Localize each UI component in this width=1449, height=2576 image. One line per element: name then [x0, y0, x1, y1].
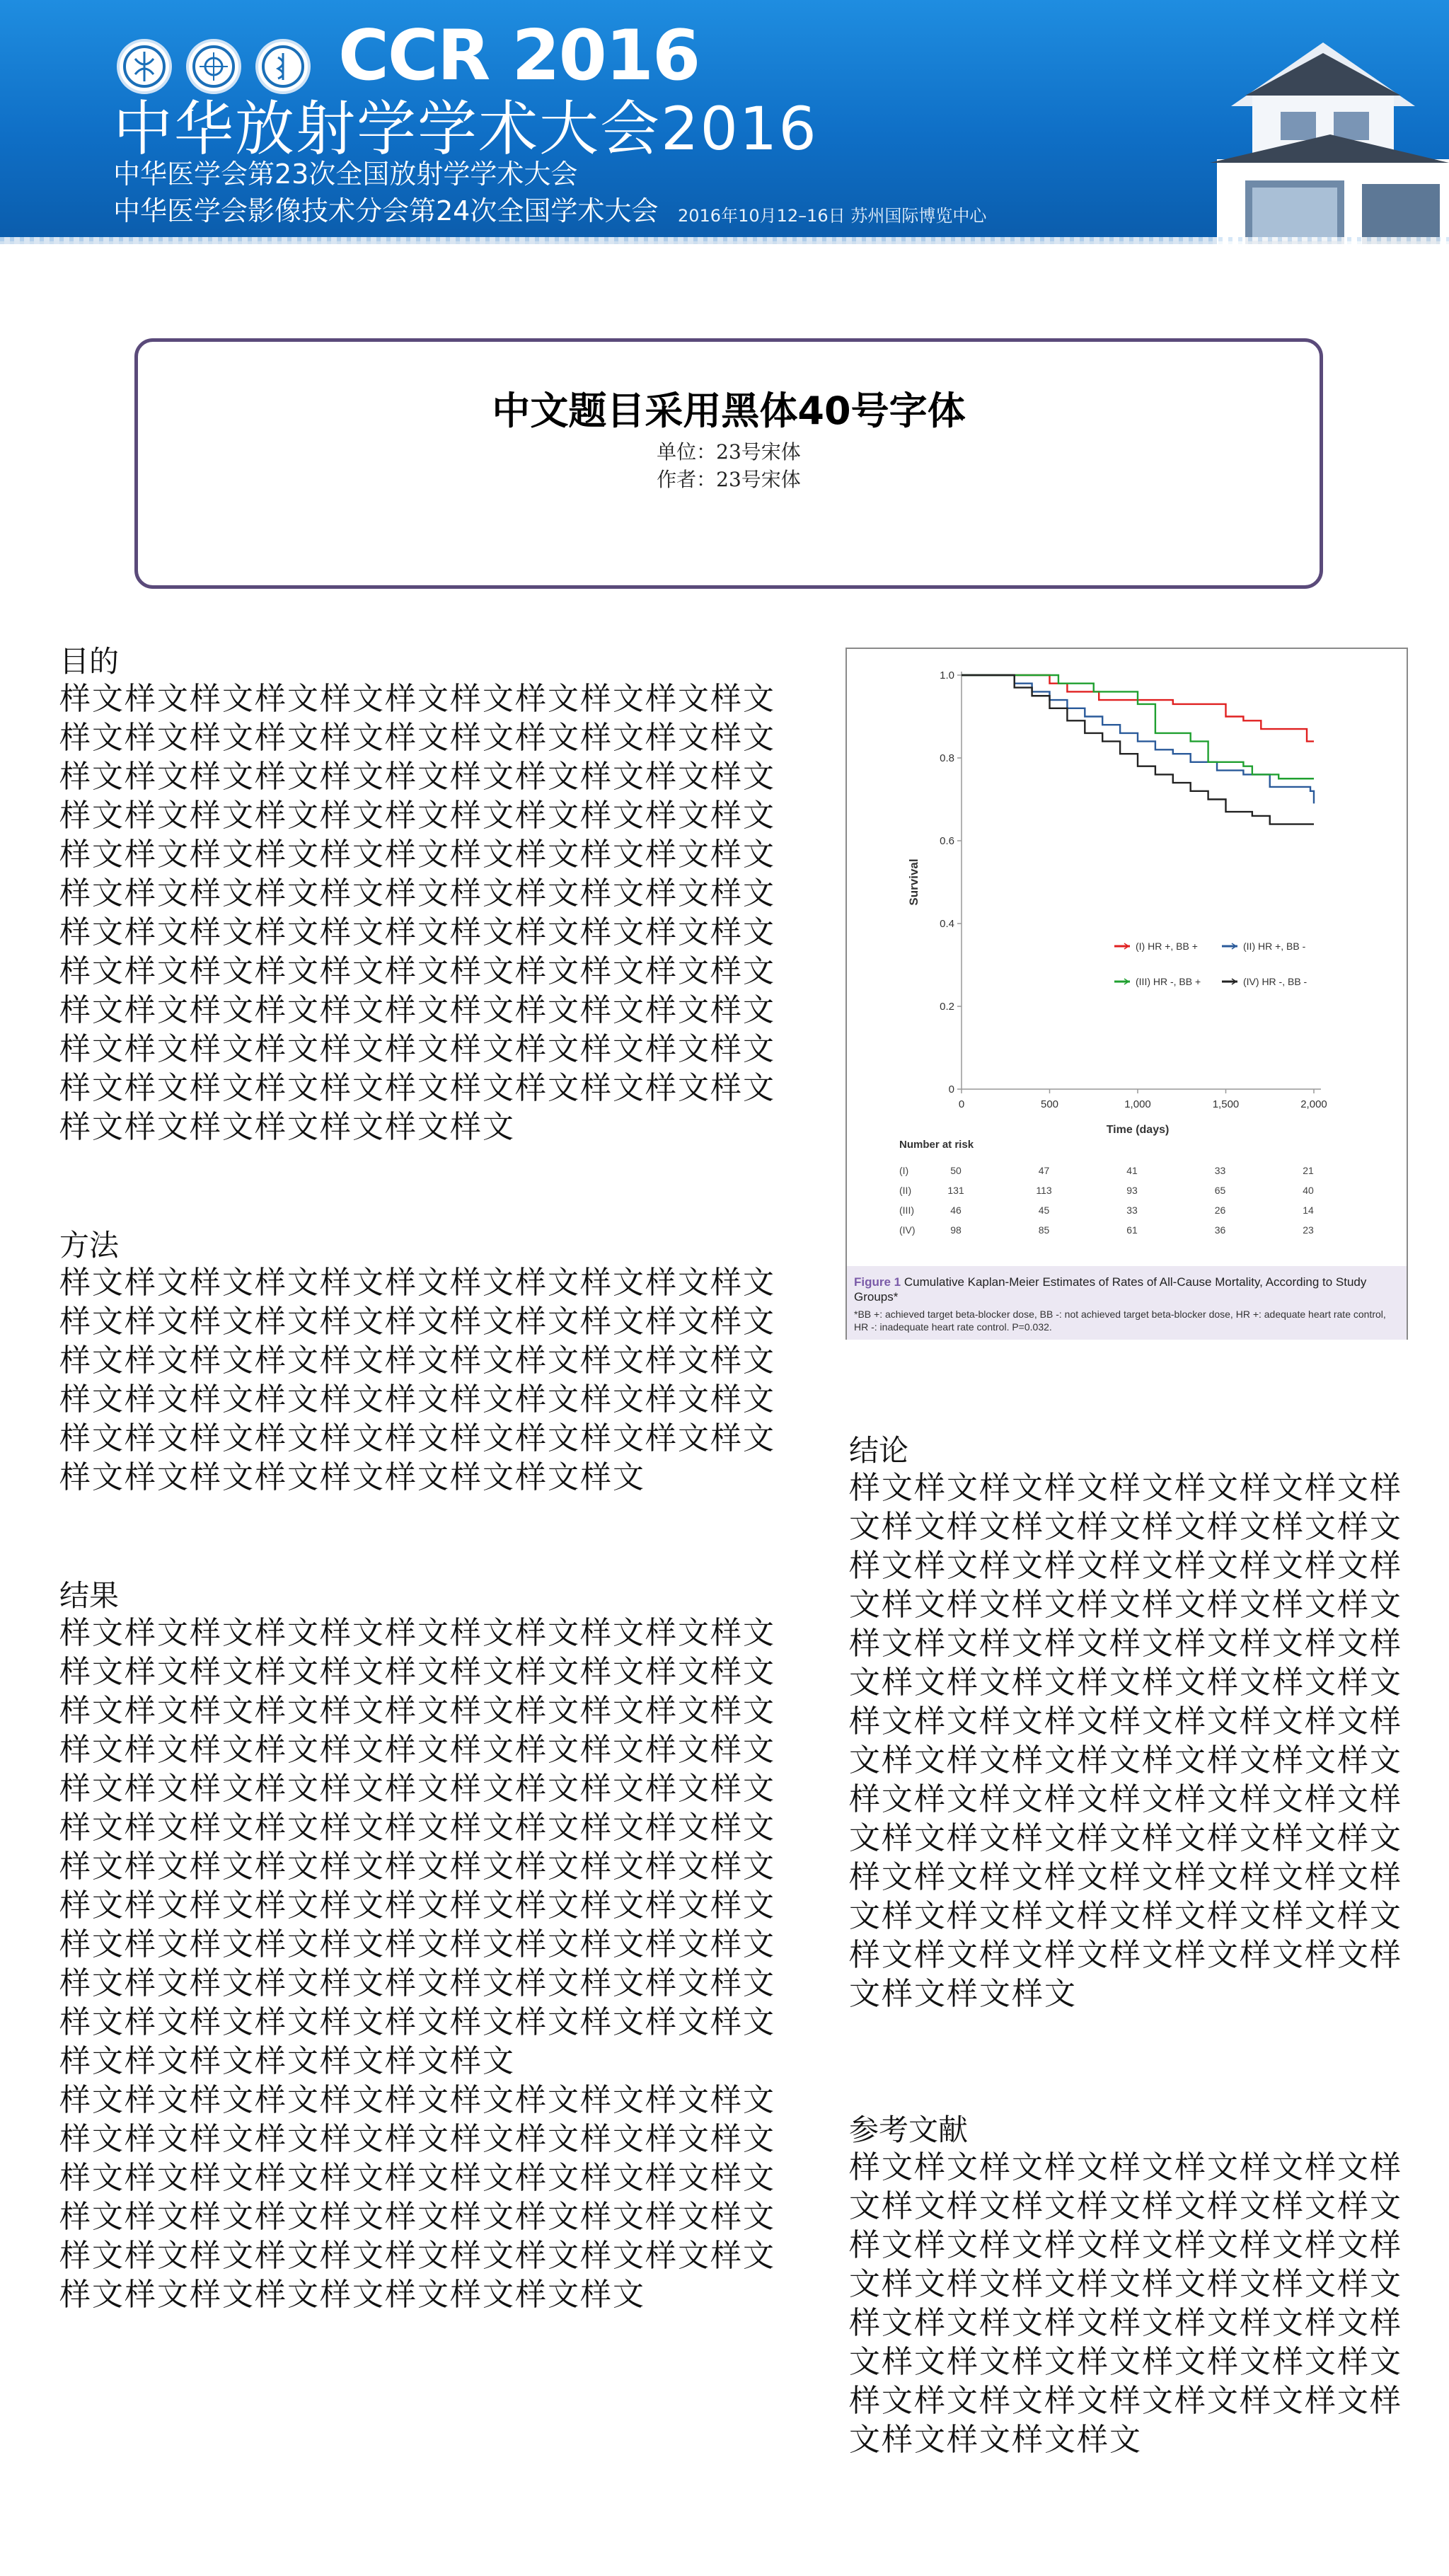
x-tick-label: 2,000 [1300, 1098, 1327, 1110]
legend-label-3: (III) HR -, BB + [1136, 976, 1201, 987]
risk-table-cell: 36 [1214, 1224, 1226, 1236]
y-tick-label: 0.6 [940, 835, 954, 847]
risk-table-group: (III) [899, 1204, 914, 1216]
figure-caption-note: *BB +: achieved target beta-blocker dose, BB -: not achieved target beta-blocker dose, HR +: adequate heart rate control, HR -: inadequate heart rate control. P=0.032. [854, 1308, 1386, 1333]
risk-table-group: (IV) [899, 1224, 916, 1236]
y-axis-label: Survival [907, 858, 920, 906]
conference-title: 中华放射学学术大会2016 [113, 94, 818, 163]
building-illustration-icon [1203, 28, 1449, 244]
risk-table-cell: 26 [1214, 1204, 1226, 1216]
society-logo-icon [117, 39, 172, 94]
legend-label-4: (IV) HR -, BB - [1243, 976, 1307, 987]
section-body-purpose: 样文样文样文样文样文样文样文样文样文样文样文样文样文样文样文样文样文样文样文样文样文样文样文样文样文样文样文样文样文样文样文样文样文样文样文样文样文样文样文样文样文样文样文样文样文样文样文样文样文样文样文样文样文样文样文样文样文样文样文样文样文样文样文样文样文样文样文样文样文样文样文样文样文样文样文样文样文样文样文样文样文样文样文样文样文样文样文样文样文样文样文样文样文样文样文样文样文样文样文样文样文样文样文样文样文样文样文样文样文样文样文样文样文样文样文样文样文样文样文样文样文样文样文样文样文样文样文样文 [59, 681, 775, 1146]
risk-table-group: (I) [899, 1165, 909, 1176]
risk-table-cell: 33 [1214, 1165, 1226, 1176]
section-heading-method: 方法 [59, 1228, 120, 1263]
legend-label-2: (II) HR +, BB - [1243, 941, 1306, 952]
x-axis-label: Time (days) [1106, 1124, 1170, 1136]
risk-table-cell: 21 [1303, 1165, 1314, 1176]
risk-table-cell: 45 [1038, 1204, 1050, 1216]
y-tick-label: 0.4 [940, 918, 954, 930]
author-line: 作者：23号宋体 [657, 468, 801, 491]
section-purpose [59, 644, 795, 1146]
risk-table-title: Number at risk [899, 1139, 974, 1151]
section-heading-purpose: 目的 [59, 644, 120, 679]
risk-table-cell: 61 [1126, 1224, 1138, 1236]
section-body-result: 样文样文样文样文样文样文样文样文样文样文样文样文样文样文样文样文样文样文样文样文样文样文样文样文样文样文样文样文样文样文样文样文样文样文样文样文样文样文样文样文样文样文样文样文样文样文样文样文样文样文样文样文样文样文样文样文样文样文样文样文样文样文样文样文样文样文样文样文样文样文样文样文样文样文样文样文样文样文样文样文样文样文样文样文样文样文样文样文样文样文样文样文样文样文样文样文样文样文样文样文样文样文样文样文样文样文样文样文样文样文样文样文样文样文样文样文样文样文样文样文样文样文样文样文样文样文样文样文 [59, 1615, 775, 2080]
conference-date-venue: 2016年10月12–16日 苏州国际博览中心 [678, 206, 987, 226]
risk-table-cell: 98 [950, 1224, 962, 1236]
y-tick-label: 0.2 [940, 1001, 954, 1013]
risk-table-cell: 131 [947, 1185, 964, 1196]
radiology-logo-icon [186, 39, 241, 94]
section-heading-references: 参考文献 [849, 2112, 969, 2147]
conference-subtitle-1: 中华医学会第23次全国放射学学术大会 [113, 159, 578, 190]
section-body-references: 样文样文样文样文样文样文样文样文样文样文样文样文样文样文样文样文样文样文样文样文样文样文样文样文样文样文样文样文样文样文样文样文样文样文样文样文样文样文样文样文样文样文样文样文样文样文样文样文样文样文样文样文样文样文样文样文样文样文样文样文样文样文样文样文 [849, 2149, 1402, 2459]
risk-table-cell: 23 [1303, 1224, 1314, 1236]
section-method [59, 1228, 795, 1497]
section-body-method: 样文样文样文样文样文样文样文样文样文样文样文样文样文样文样文样文样文样文样文样文样文样文样文样文样文样文样文样文样文样文样文样文样文样文样文样文样文样文样文样文样文样文样文样文样文样文样文样文样文样文样文样文样文样文样文样文样文样文样文样文样文样文样文样文 [59, 1265, 775, 1496]
risk-table-cell: 14 [1303, 1204, 1314, 1216]
risk-table-cell: 41 [1126, 1165, 1138, 1176]
risk-table-group: (II) [899, 1185, 912, 1196]
risk-table-cell: 65 [1214, 1185, 1226, 1196]
poster-title: 中文题目采用黑体40号字体 [492, 389, 966, 433]
risk-table-cell: 113 [1036, 1185, 1052, 1196]
ccr-title: CCR 2016 [338, 16, 700, 96]
section-body-result-2: 样文样文样文样文样文样文样文样文样文样文样文样文样文样文样文样文样文样文样文样文样文样文样文样文样文样文样文样文样文样文样文样文样文样文样文样文样文样文样文样文样文样文样文样文样文样文样文样文样文样文样文样文样文样文样文样文样文样文样文样文样文样文样文样文 [59, 2082, 775, 2313]
x-tick-label: 500 [1040, 1098, 1059, 1110]
section-body-conclusion: 样文样文样文样文样文样文样文样文样文样文样文样文样文样文样文样文样文样文样文样文样文样文样文样文样文样文样文样文样文样文样文样文样文样文样文样文样文样文样文样文样文样文样文样文样文样文样文样文样文样文样文样文样文样文样文样文样文样文样文样文样文样文样文样文样文样文样文样文样文样文样文样文样文样文样文样文样文样文样文样文样文样文样文样文样文样文样文样文样文样文样文样文样文样文样文样文样文样文样文样文样文样文样文样文样文样文样文样文样文样文样文样文样文样文 [849, 1470, 1402, 2013]
figure-kaplan-meier [845, 648, 1408, 1340]
y-tick-label: 1.0 [940, 669, 954, 682]
section-conclusion [849, 1433, 1415, 2013]
risk-table-cell: 40 [1303, 1185, 1314, 1196]
section-heading-conclusion: 结论 [849, 1433, 909, 1468]
risk-table-cell: 85 [1038, 1224, 1050, 1236]
figure-caption [847, 1266, 1407, 1340]
kaplan-meier-chart [847, 649, 1407, 1266]
imaging-tech-logo-icon [255, 39, 311, 94]
x-tick-label: 1,500 [1212, 1098, 1240, 1110]
risk-table-cell: 33 [1126, 1204, 1138, 1216]
figure-caption-text: Cumulative Kaplan-Meier Estimates of Rates of All-Cause Mortality, According to Study Groups* [854, 1275, 1367, 1304]
section-heading-result: 结果 [59, 1578, 120, 1613]
x-tick-label: 0 [958, 1098, 965, 1110]
header-banner [0, 0, 1449, 244]
figure-label: Figure 1 [854, 1275, 901, 1289]
section-result [59, 1578, 795, 2314]
legend-label-1: (I) HR +, BB + [1136, 941, 1198, 952]
risk-table-cell: 46 [950, 1204, 962, 1216]
section-references [849, 2112, 1415, 2459]
y-tick-label: 0 [948, 1083, 954, 1096]
risk-table-cell: 50 [950, 1165, 962, 1176]
y-tick-label: 0.8 [940, 752, 954, 764]
risk-table-cell: 93 [1126, 1185, 1138, 1196]
banner-pattern-strip [0, 237, 1449, 244]
x-tick-label: 1,000 [1124, 1098, 1151, 1110]
title-box [134, 338, 1323, 589]
affiliation-line: 单位：23号宋体 [657, 440, 801, 464]
risk-table-cell: 47 [1038, 1165, 1050, 1176]
conference-subtitle-2: 中华医学会影像技术分会第24次全国学术大会 [113, 195, 659, 226]
